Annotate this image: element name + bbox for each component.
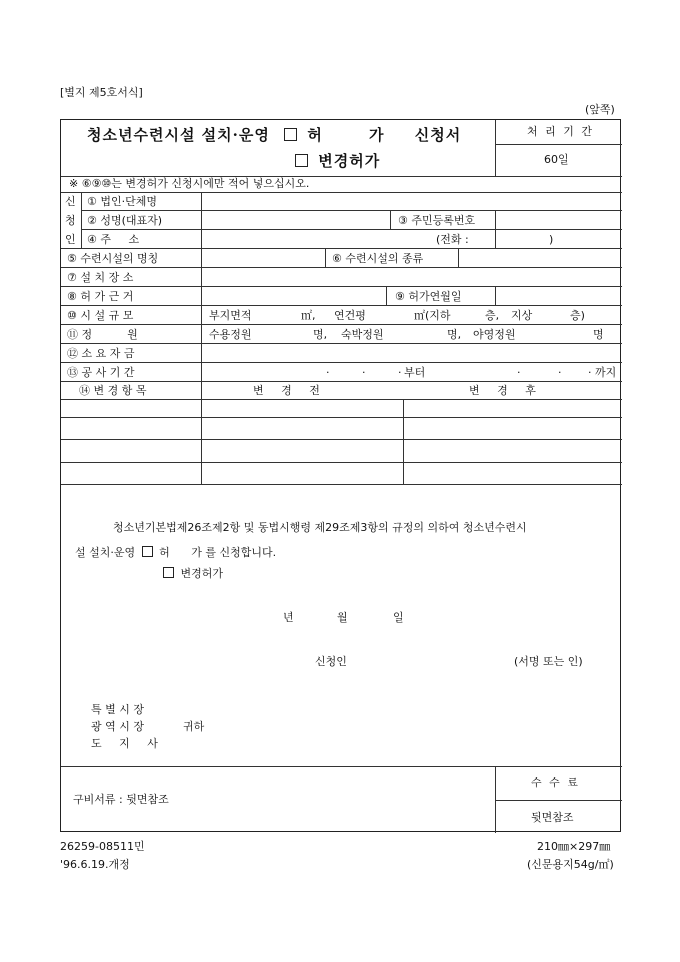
form-title: [87, 124, 461, 146]
statement-line2: [75, 546, 276, 560]
footer-revision: '96.6.19.개정: [60, 858, 130, 871]
statement-permit-checkbox[interactable]: [142, 546, 153, 557]
facility-type-label: ⑥ 수련시설의 종류: [332, 252, 424, 265]
capacity-accept-unit: 명,: [313, 328, 328, 341]
floor-above-unit: 층): [570, 309, 585, 322]
date-month: 월: [337, 611, 348, 624]
signer-label: 신청인: [315, 655, 347, 668]
change-row-2[interactable]: [63, 441, 619, 460]
statement-prefix: 설 설치·운영: [75, 546, 136, 559]
address-label: ④ 주 소: [87, 233, 140, 246]
site-area-unit: ㎡,: [301, 309, 316, 322]
permit-checkbox[interactable]: [284, 128, 297, 141]
period-dot-2: ·: [362, 366, 366, 379]
corp-name-field[interactable]: [203, 194, 621, 209]
period-from: 부터: [404, 366, 426, 379]
change-item-label: ⑭ 변 경 항 목: [79, 384, 147, 397]
permit-basis-label: ⑧ 허 가 근 거: [67, 290, 134, 303]
scale-label: ⑩ 시 설 규 모: [67, 309, 134, 322]
capacity-label: ⑪ 정 원: [67, 328, 138, 341]
fee-label: 수 수 료: [531, 776, 580, 789]
recipient-line1: 특 별 시 장: [91, 703, 144, 716]
form-title-line2: [295, 150, 380, 172]
name-field[interactable]: [203, 213, 389, 228]
note: ※ ⑥⑨⑩는 변경허가 신청시에만 적어 넣으십시오.: [69, 177, 310, 190]
facility-name-label: ⑤ 수련시설의 명칭: [67, 252, 159, 265]
floor-area-unit: ㎡(지하: [414, 309, 451, 322]
capacity-camp-unit: 명: [593, 328, 604, 341]
capacity-stay-label: 숙박정원: [341, 328, 384, 341]
processing-label: 처 리 기 간: [527, 125, 594, 138]
period-dot-4: ·: [517, 366, 521, 379]
phone-open: (전화 :: [436, 233, 469, 246]
capacity-camp-label: 야영정원: [473, 328, 516, 341]
recipient-line3: 도 지 사: [91, 737, 158, 750]
title-change: 변경허가: [318, 152, 381, 170]
fee-value: 뒷면참조: [531, 811, 574, 824]
phone-close: ): [549, 233, 554, 246]
period-label: ⑬ 공 사 기 간: [67, 366, 135, 379]
date-day: 일: [393, 611, 404, 624]
statement-line3: [163, 567, 223, 581]
title-permit-a: 허: [307, 126, 323, 144]
change-row-1[interactable]: [63, 419, 619, 437]
resident-no-field[interactable]: [497, 213, 621, 228]
period-dot-3: ·: [398, 366, 402, 379]
funds-field[interactable]: [203, 345, 621, 360]
period-dot-5: ·: [558, 366, 562, 379]
capacity-stay-unit: 명,: [447, 328, 462, 341]
permit-date-label: ⑨ 허가연월일: [395, 290, 462, 303]
date-year: 년: [283, 611, 294, 624]
corp-name-label: ① 법인·단체명: [87, 195, 157, 208]
title-prefix: 청소년수련시설 설치·운영: [87, 126, 270, 144]
floor-area-label: 연건평: [334, 309, 366, 322]
title-suffix: 신청서: [414, 126, 462, 144]
statement-change-checkbox[interactable]: [163, 567, 174, 578]
application-form: [60, 119, 621, 832]
floor-below-unit: 층,: [485, 309, 500, 322]
recipient-honorific: 귀하: [183, 720, 205, 733]
name-label: ② 성명(대표자): [87, 214, 163, 227]
applicant-side-3: 인: [65, 233, 76, 246]
footer-size: 210㎜×297㎜: [537, 840, 611, 853]
facility-name-field[interactable]: [203, 250, 323, 265]
processing-value: 60일: [544, 153, 569, 166]
floor-above-label: 지상: [511, 309, 533, 322]
page-side: (앞쪽): [585, 103, 615, 116]
site-area-label: 부지면적: [209, 309, 252, 322]
period-dot-1: ·: [326, 366, 330, 379]
install-place-label: ⑦ 설 치 장 소: [67, 271, 134, 284]
install-place-field[interactable]: [203, 269, 621, 284]
documents-label: 구비서류 : 뒷면참조: [73, 793, 169, 806]
resident-no-label: ③ 주민등록번호: [398, 214, 476, 227]
recipient-line2: 광 역 시 장: [91, 720, 144, 733]
change-before-header: 변 경 전: [253, 384, 320, 397]
signer-sign: (서명 또는 인): [514, 655, 583, 668]
statement-change: 변경허가: [180, 567, 224, 580]
change-permit-checkbox[interactable]: [295, 154, 308, 167]
permit-basis-field[interactable]: [203, 288, 385, 303]
change-after-header: 변 경 후: [469, 384, 536, 397]
footer-paper: (신문용지54g/㎡): [527, 858, 614, 871]
applicant-side-1: 신: [65, 195, 76, 208]
capacity-accept-label: 수용정원: [209, 328, 252, 341]
applicant-side-2: 청: [65, 214, 76, 227]
permit-date-field[interactable]: [497, 288, 621, 303]
facility-type-field[interactable]: [460, 250, 620, 265]
period-to: 까지: [595, 366, 617, 379]
funds-label: ⑫ 소 요 자 금: [67, 347, 135, 360]
period-dot-6: ·: [588, 366, 592, 379]
statement-permit-a: 허: [159, 546, 170, 559]
statement-line1: 청소년기본법제26조제2항 및 동법시행령 제29조제3항의 규정의 의하여 청소년수련시: [113, 521, 527, 534]
form-id: [별지 제5호서식]: [60, 86, 143, 99]
title-permit-b: 가: [369, 126, 385, 144]
change-row-3[interactable]: [63, 464, 619, 482]
footer-code: 26259-08511민: [60, 840, 145, 853]
statement-permit-b: 가 를 신청합니다.: [191, 546, 277, 559]
